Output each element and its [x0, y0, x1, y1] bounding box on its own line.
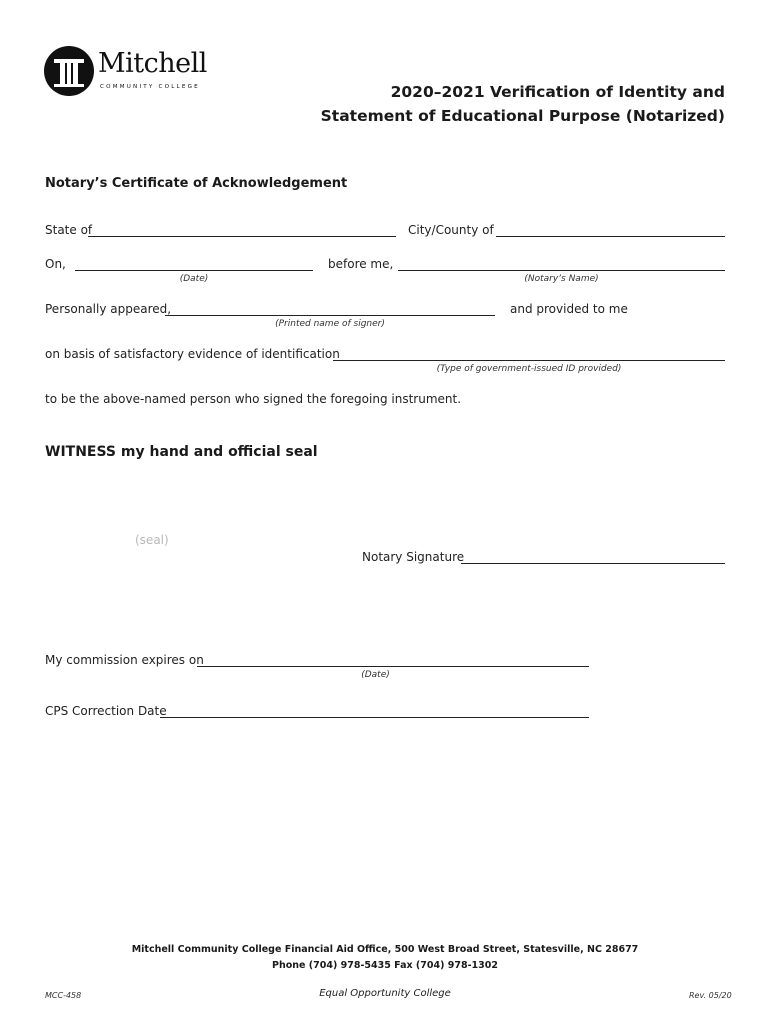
personally-appeared-label: Personally appeared,: [45, 302, 172, 316]
id-type-field[interactable]: [333, 360, 725, 361]
equal-opportunity-label: Equal Opportunity College: [319, 988, 451, 999]
notary-signature-label: Notary Signature: [362, 550, 465, 564]
commission-label: My commission expires on: [45, 653, 204, 667]
logo-subtitle: COMMUNITY COLLEGE: [100, 84, 200, 90]
commission-date-field[interactable]: [197, 666, 589, 667]
witness-heading: WITNESS my hand and official seal: [45, 444, 318, 460]
before-me-label: before me,: [328, 257, 394, 271]
acknowledgement-date-field[interactable]: [75, 270, 313, 271]
section-heading: Notary’s Certificate of Acknowledgement: [45, 176, 348, 191]
cps-correction-label: CPS Correction Date: [45, 704, 167, 718]
printed-name-caption: (Printed name of signer): [275, 319, 385, 329]
logo-wordmark: Mitchell: [98, 48, 207, 79]
footer-phone-fax: Phone (704) 978-5435 Fax (704) 978-1302: [272, 960, 498, 971]
city-county-label: City/County of: [408, 223, 494, 237]
provided-label: and provided to me: [510, 302, 628, 316]
statement-text: to be the above-named person who signed the foregoing instrument.: [45, 392, 462, 406]
notary-name-field[interactable]: [398, 270, 725, 271]
printed-name-field[interactable]: [165, 315, 495, 316]
cps-correction-date-field[interactable]: [160, 717, 589, 718]
title-line-2: Statement of Educational Purpose (Notarized): [320, 107, 725, 125]
form-code: MCC-458: [45, 991, 82, 1000]
city-county-field[interactable]: [496, 236, 725, 237]
state-field[interactable]: [88, 236, 396, 237]
seal-placeholder: (seal): [135, 533, 169, 547]
footer-address: Mitchell Community College Financial Aid Office, 500 West Broad Street, Statesville, NC 28677: [131, 944, 639, 955]
revision-label: Rev. 05/20: [689, 991, 732, 1000]
logo-emblem-icon: [44, 46, 94, 96]
evidence-label: on basis of satisfactory evidence of identification: [45, 347, 340, 361]
commission-date-caption: (Date): [361, 670, 390, 680]
on-label: On,: [45, 257, 66, 271]
notary-name-caption: (Notary’s Name): [524, 274, 599, 284]
college-logo: [44, 46, 207, 98]
notary-signature-field[interactable]: [461, 563, 725, 564]
id-type-caption: (Type of government-issued ID provided): [436, 364, 622, 374]
page-title: [305, 80, 725, 128]
title-line-1: 2020–2021 Verification of Identity and: [390, 83, 725, 101]
date-caption: (Date): [179, 274, 209, 284]
state-label: State of: [45, 223, 93, 237]
